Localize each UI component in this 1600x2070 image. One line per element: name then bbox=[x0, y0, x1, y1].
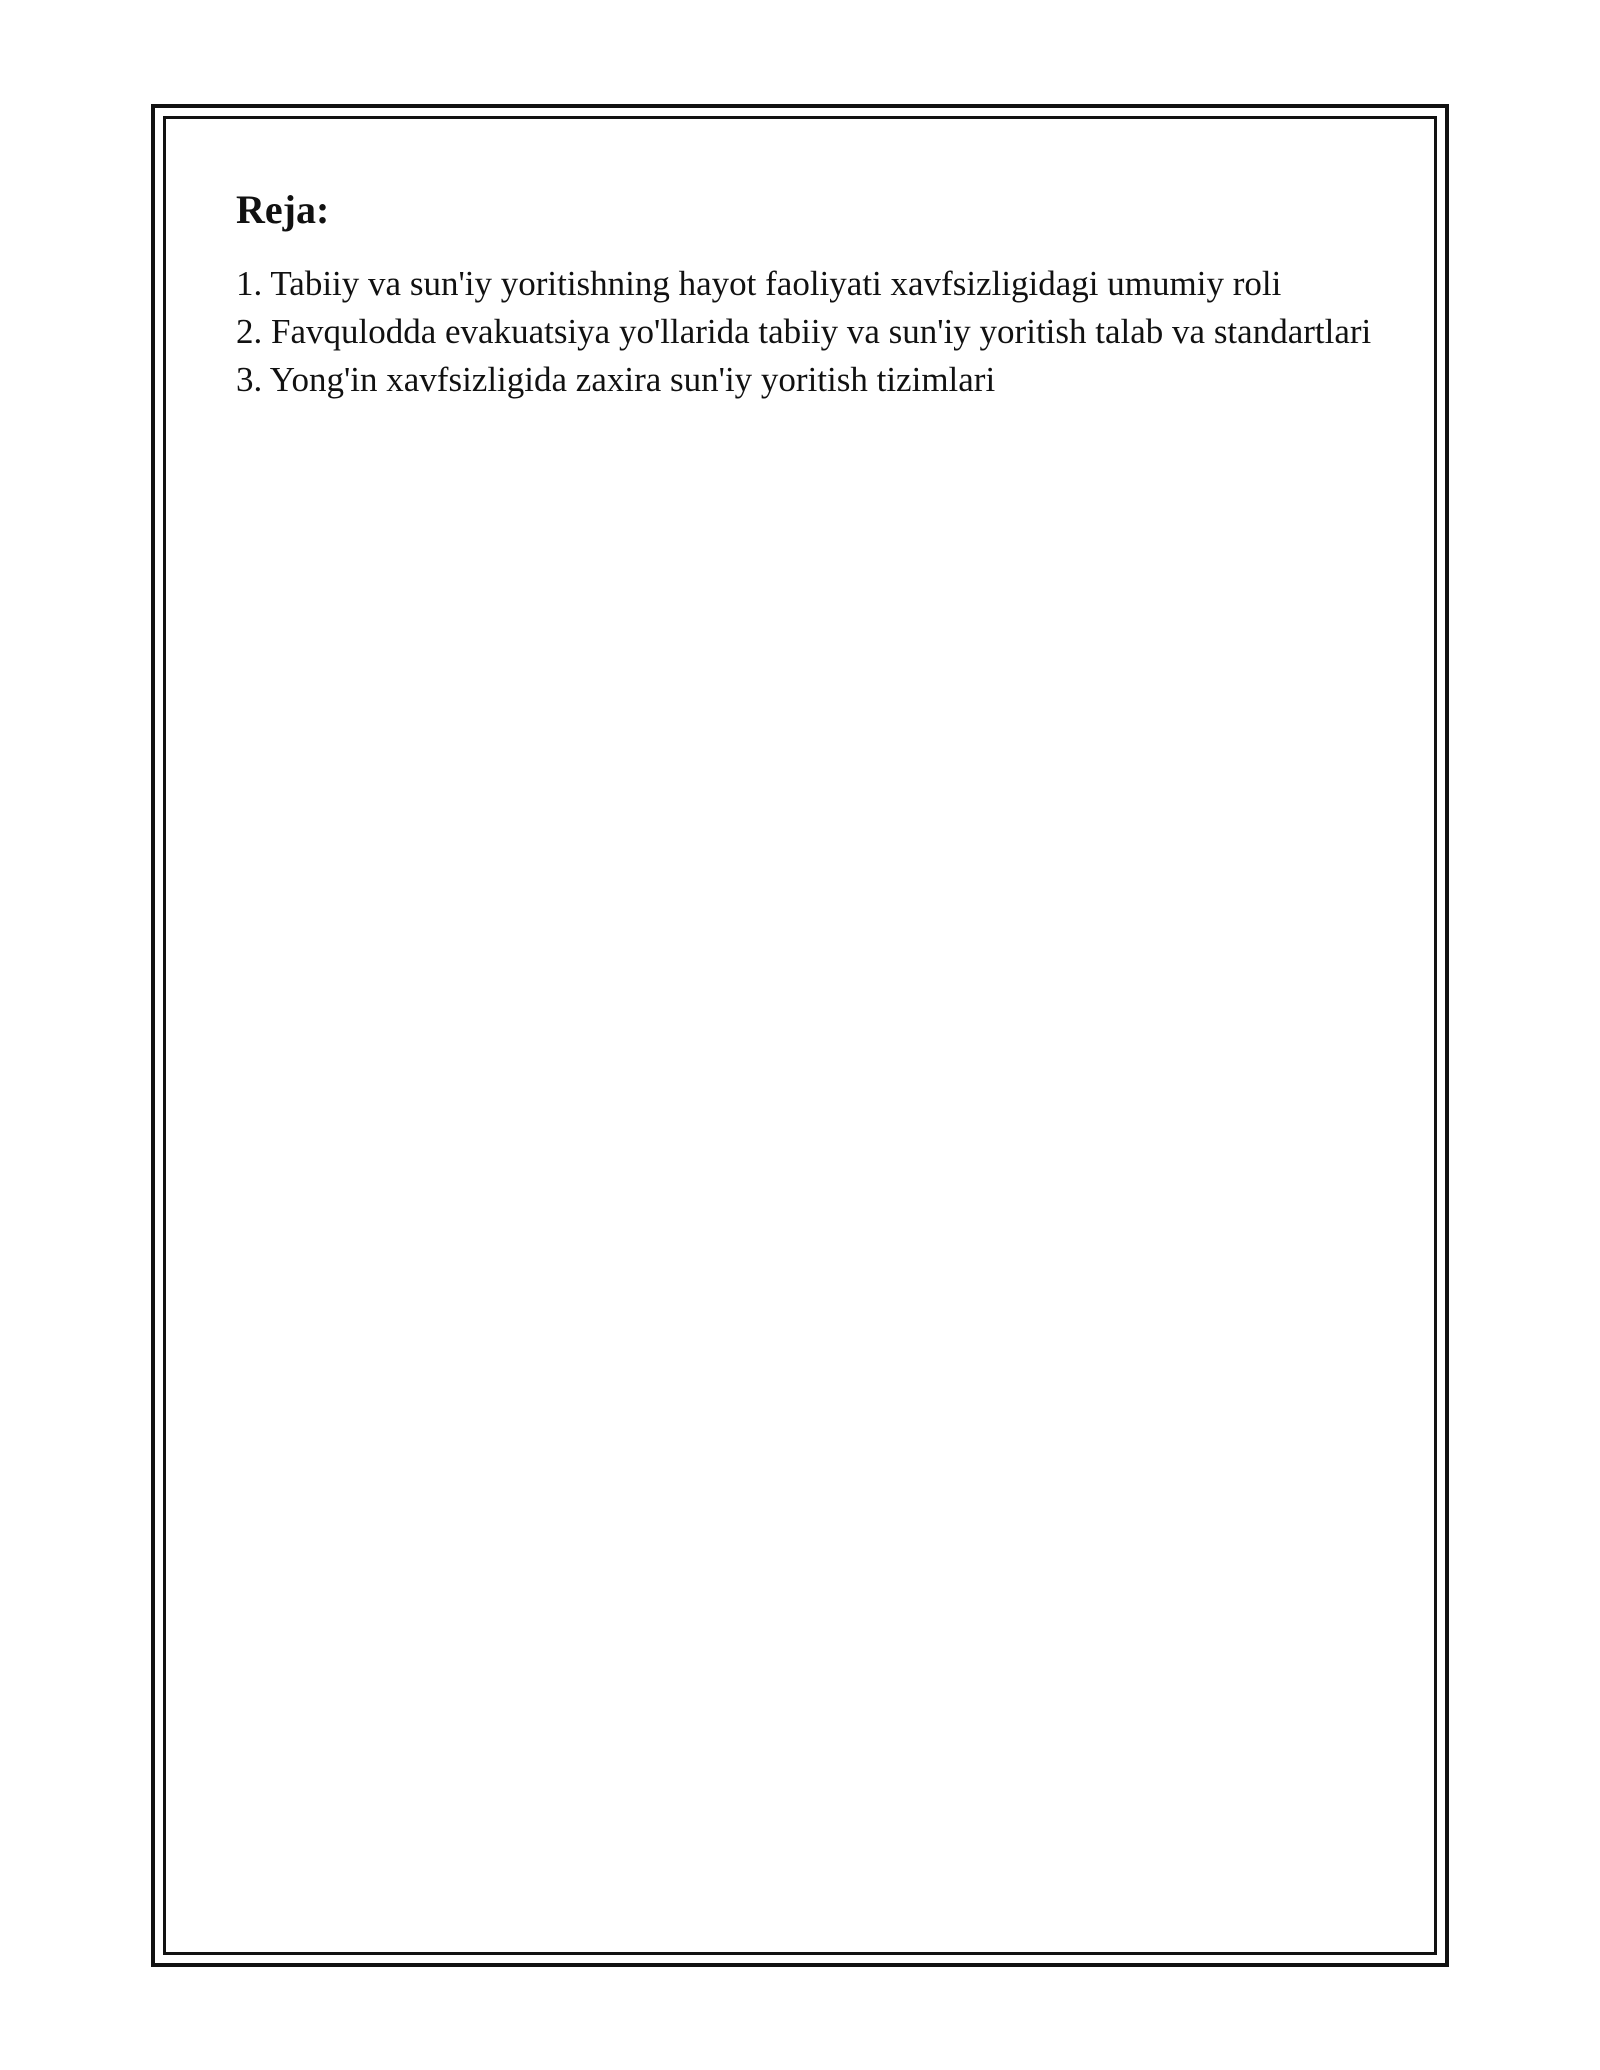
plan-list bbox=[236, 260, 1376, 404]
plan-item-3: 3. Yong'in xavfsizligida zaxira sun'iy yoritish tizimlari bbox=[236, 360, 996, 399]
plan-item-1: 1. Tabiiy va sun'iy yoritishning hayot faoliyati xavfsizligidagi umumiy roli bbox=[236, 264, 1282, 303]
plan-item-2: 2. Favqulodda evakuatsiya yo'llarida tabiiy va sun'iy yoritish talab va standartlari bbox=[236, 312, 1372, 351]
page-content bbox=[236, 186, 1376, 404]
plan-heading: Reja: bbox=[236, 187, 330, 232]
